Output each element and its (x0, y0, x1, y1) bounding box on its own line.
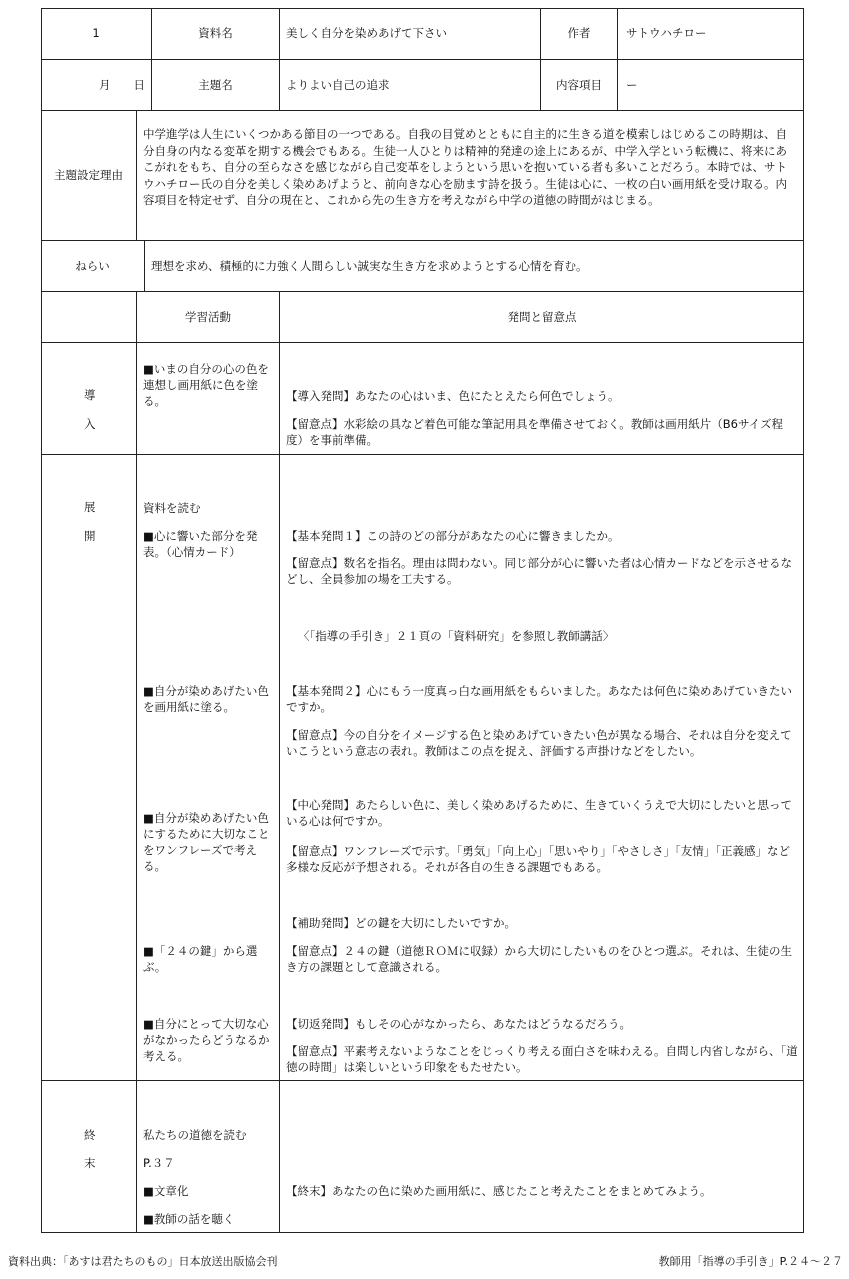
basic-question-2: 【基本発問２】心にもう一度真っ白な画用紙をもらいました。あなたは何色に染めあげていきたいですか。 (286, 684, 792, 714)
intro-activity: ■いまの自分の心の色を連想し画用紙に色を塗る。 (143, 362, 269, 408)
stage-header-cell (41, 292, 137, 343)
reason-label: 主題設定理由 (54, 168, 123, 183)
activity-without-heart: ■自分にとって大切な心がなかったらどうなるか考える。 (143, 1017, 270, 1063)
note-5: 【留意点】平素考えないようなことをじっくり考える面白さを味わえる。自問し内省しながら、「道徳の時間」は楽しいという印象をもたせたい。 (286, 1044, 798, 1074)
activity-paint-color: ■自分が染めあげたい色を画用紙に塗る。 (143, 684, 269, 714)
development-stage-2: 開 (84, 529, 96, 543)
theme-title: よりよい自己の追求 (286, 77, 390, 92)
ending-activity-listen: ■教師の話を聴く (143, 1212, 235, 1226)
lesson-number-text: 1 (92, 26, 100, 41)
development-questions-cell (280, 455, 804, 1081)
activity-header-cell (137, 292, 280, 343)
ending-activity-read: 私たちの道徳を読む (143, 1128, 247, 1142)
month-day: 月 日 (99, 77, 145, 92)
activity-choose-key: ■「２４の鍵」から選ぶ。 (143, 944, 258, 974)
note-2: 【留意点】今の自分をイメージする色と染めあげていきたい色が異なる場合、それは自分を変えていこうという意志の表れ。教師はこの点を捉え、評価する声掛けなどをしたい。 (286, 728, 792, 758)
note-1: 【留意点】数名を指名。理由は問わない。同じ部分が心に響いた者は心情カードなどを示させるなどし、全員参加の場を工夫する。 (286, 556, 792, 586)
aim-text: 理想を求め、積極的に力強く人間らしい誠実な生き方を求めようとする心情を育む。 (151, 258, 588, 273)
development-stage-1: 展 (84, 500, 96, 514)
intro-stage-2: 入 (84, 417, 96, 431)
aim-text-cell (145, 241, 804, 292)
date-cell (41, 60, 152, 111)
counter-question: 【切返発問】もしその心がなかったら、あなたはどうなるだろう。 (286, 1017, 631, 1031)
development-stage-cell (41, 455, 137, 1081)
basic-question-1: 【基本発問１】この詩のどの部分があなたの心に響きましたか。 (286, 529, 620, 543)
supplementary-question: 【補助発問】どの鍵を大切にしたいですか。 (286, 916, 516, 930)
aim-label-cell (41, 241, 145, 292)
source-citation: 資料出典：「あすは君たちのもの」日本放送出版協会刊 (8, 1255, 278, 1268)
ending-activity-write: ■文章化 (143, 1184, 189, 1198)
activity-share-feelings: ■心に響いた部分を発表。（心情カード） (143, 529, 258, 559)
central-question: 【中心発問】あたらしい色に、美しく染めあげるために、生きていくうえで大切にしたいと思っている心は何ですか。 (286, 798, 792, 828)
content-value-cell (618, 60, 804, 111)
material-title: 美しく自分を染めあげて下さい (286, 26, 447, 41)
content-label: 内容項目 (556, 77, 602, 92)
reason-text-cell (137, 111, 804, 241)
material-title-cell (280, 8, 541, 60)
material-label-cell (152, 8, 280, 60)
content-value: ー (626, 77, 638, 92)
author-name: サトウハチロー (626, 26, 707, 41)
intro-stage-1: 導 (84, 388, 96, 402)
reason-label-cell (41, 111, 137, 241)
aim-label: ねらい (75, 258, 110, 273)
author-cell (618, 8, 804, 60)
reason-text: 中学進学は人生にいくつかある節目の一つである。自我の目覚めとともに自主的に生きる道を模索しはじめるこの時期は、自分自身の内なる変革を期する機会でもある。生徒一人ひとりは精神的発達の途上にあるが、中学入学という転機に、将来にあこがれをもち、自分の至らなさを感じながら自己変革をしようという思いを抱いている者も多いことだろう。本時では、サトウハチロー氏の自分を美しく染めあげようと、前向きな心を励ます詩を扱う。生徒は心に、一枚の白い画用紙を受け取る。内容項目を特定せず、自分の現在と、これから先の生き方を考えながら中学の道徳の時間がはじまる。 (143, 127, 787, 207)
questions-header-cell (280, 292, 804, 343)
lesson-number (41, 8, 152, 60)
intro-question: 【導入発問】あなたの心はいま、色にたとえたら何色でしょう。 (286, 389, 620, 403)
author-label-cell (541, 8, 618, 60)
material-label: 資料名 (198, 26, 233, 41)
ending-stage-1: 終 (84, 1128, 96, 1142)
questions-header: 発問と留意点 (507, 309, 577, 324)
intro-note: 【留意点】水彩絵の具など着色可能な筆記用具を準備させておく。教師は画用紙片（B6サイズ程度）を事前準備。 (286, 417, 784, 447)
theme-cell (280, 60, 541, 111)
content-label-cell (541, 60, 618, 111)
activity-header: 学習活動 (185, 309, 231, 324)
note-4: 【留意点】２４の鍵（道徳ＲＯＭに収録）から大切にしたいものをひとつ選ぶ。それは、生徒の生き方の課題として意識される。 (286, 944, 792, 974)
theme-label: 主題名 (198, 77, 233, 92)
teacher-talk-reference: 〈「指導の手引き」２１頁の「資料研究」を参照し教師講話〉 (298, 629, 615, 643)
author-label: 作者 (567, 26, 591, 41)
guide-reference: 教師用「指導の手引き」P.２４～２７ (658, 1255, 843, 1268)
ending-activity-page: P.３７ (143, 1156, 175, 1170)
ending-question: 【終末】あなたの色に染めた画用紙に、感じたこと考えたことをまとめてみよう。 (286, 1184, 712, 1198)
activity-one-phrase: ■自分が染めあげたい色にするために大切なことをワンフレーズで考える。 (143, 811, 270, 873)
theme-label-cell (152, 60, 280, 111)
note-3: 【留意点】ワンフレーズで示す。「勇気」「向上心」「思いやり」「やさしさ」「友情」「正義感」など多様な反応が予想される。それが各自の生きる課題でもある。 (286, 844, 791, 874)
ending-stage-2: 末 (84, 1156, 96, 1170)
activity-read-material: 資料を読む (143, 501, 201, 515)
